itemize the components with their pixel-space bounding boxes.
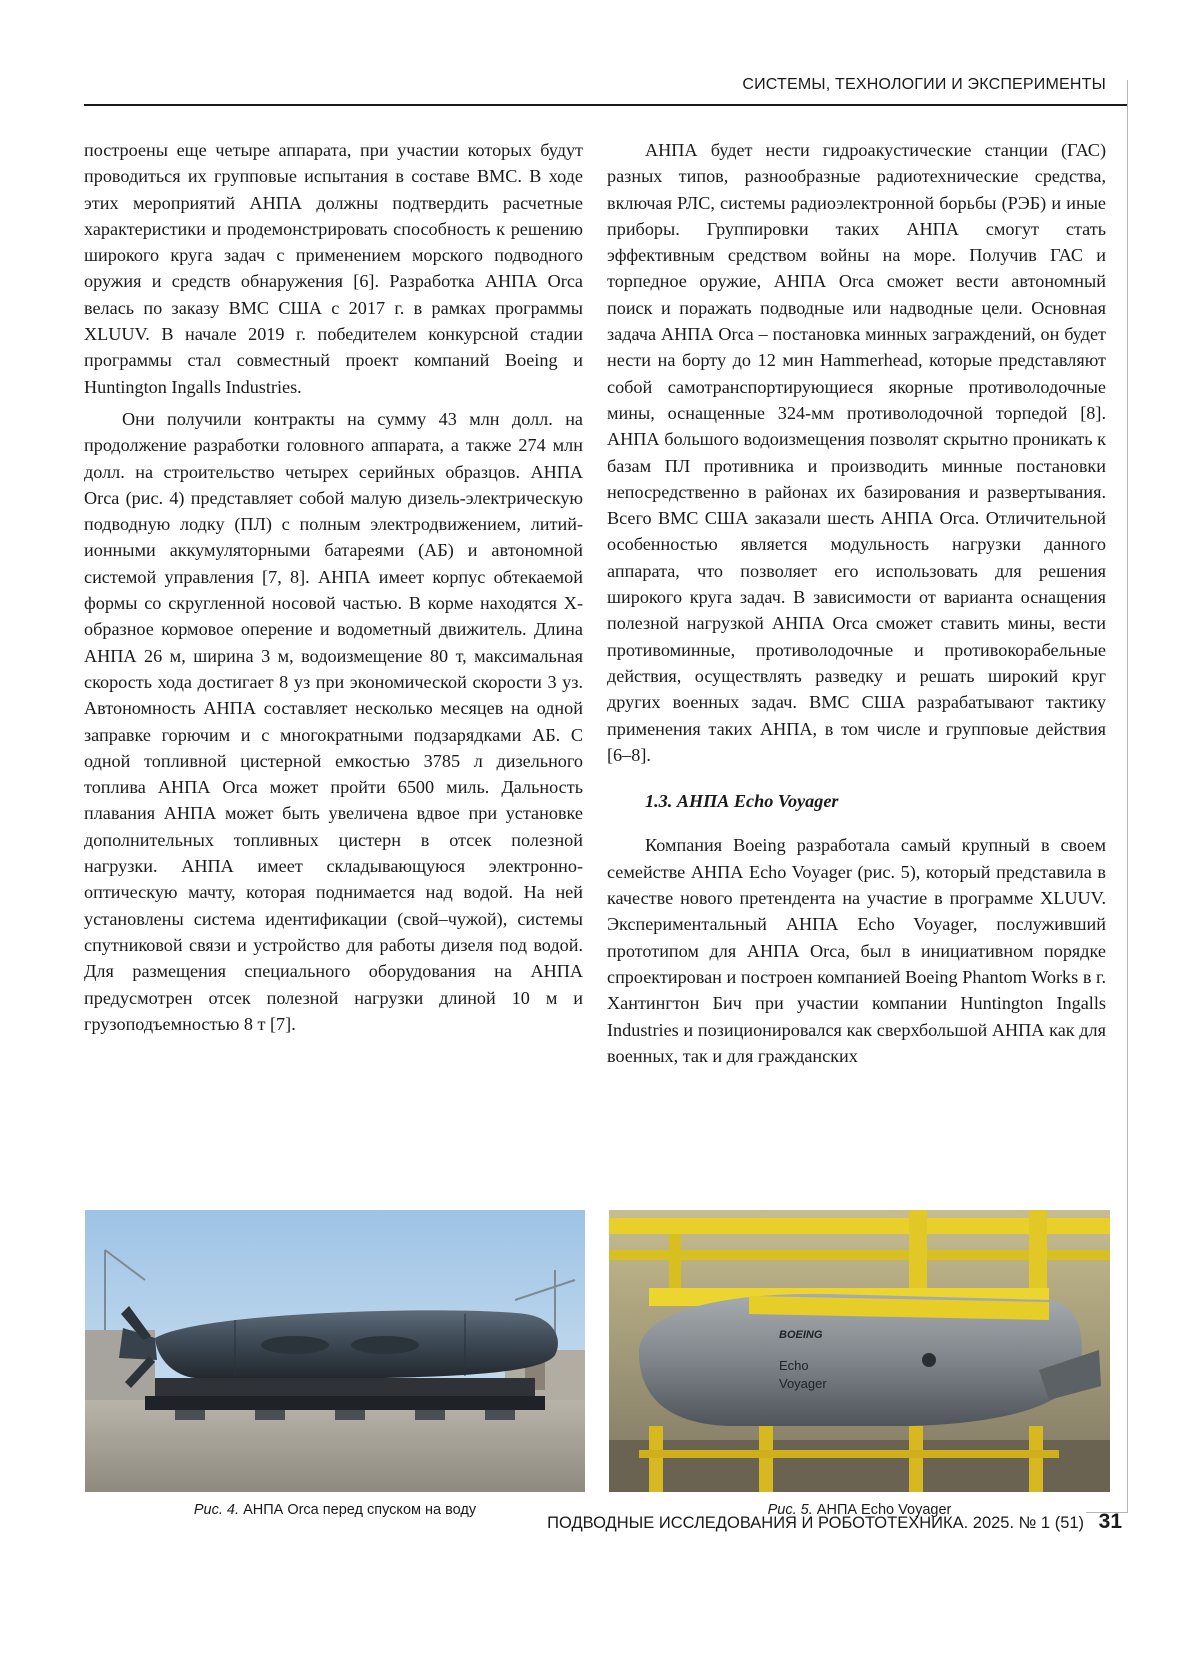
- right-column: [607, 137, 1106, 1069]
- running-head: СИСТЕМЫ, ТЕХНОЛОГИИ И ЭКСПЕРИМЕНТЫ: [84, 76, 1106, 94]
- side-rule: [1127, 80, 1128, 1513]
- caption-text: АНПА Echo Voyager: [817, 1502, 952, 1518]
- orca-photo-illustration: [85, 1210, 585, 1492]
- journal-title: ПОДВОДНЫЕ ИССЛЕДОВАНИЯ И РОБОТОТЕХНИКА. 2025. № 1 (51): [547, 1514, 1084, 1532]
- paragraph: построены еще четыре аппарата, при участии которых будут проводиться их групповые испытания в составе ВМС. В ходе этих мероприятий АНПА должны подтвердить расчетные характеристики и продемонстрировать способность к решению широкого круга задач с применением морского подводного оружия и средств обнаружения [6]. Разработка АНПА Orca велась по заказу ВМС США с 2017 г. в рамках программы XLUUV. В начале 2019 г. победителем конкурсной стадии программы стал совместный проект компаний Boeing и Huntington Ingalls Industries.: [84, 137, 583, 400]
- page-footer: [500, 1510, 1122, 1534]
- paragraph: АНПА будет нести гидроакустические станции (ГАС) разных типов, разнообразные радиотехнические средства, включая РЛС, системы радиоэлектронной борьбы (РЭБ) и иные приборы. Группировки таких АНПА смогут стать эффективным средством войны на море. Получив ГАС и торпедное оружие, АНПА Orca сможет вести автономный поиск и поражать подводные или надводные цели. Основная задача АНПА Orca – постановка минных заграждений, он будет нести на борту до 12 мин Hammerhead, которые представляют собой самотранспортирующиеся якорные противолодочные мины, оснащенные 324-мм противолодочной торпедой [8]. АНПА большого водоизмещения позволят скрытно проникать к базам ПЛ противника и производить минные постановки непосредственно в районах их базирования и развертывания. Всего ВМС США заказали шесть АНПА Orca. Отличительной особенностью является модульность нагрузки данного аппарата, что позволяет его использовать для решения широкого круга задач. В зависимости от варианта оснащения полезной нагрузкой АНПА Orca сможет ставить мины, вести противоминные, противолодочные и противокорабельные действия, осуществлять разведку и решать широкий круг других военных задач. ВМС США разрабатывают тактику применения таких АНПА, в том числе и групповые действия [6–8].: [607, 137, 1106, 768]
- hull-name-line2: Voyager: [779, 1376, 827, 1391]
- paragraph: Они получили контракты на сумму 43 млн долл. на продолжение разработки головного аппарата, а также 274 млн долл. на строительство четырех серийных образцов. АНПА Orca (рис. 4) представляет собой малую дизель-электрическую подводную лодку (ПЛ) с полным электродвижением, литий-ионными аккумуляторными батареями (АБ) и автономной системой управления [7, 8]. АНПА имеет корпус обтекаемой формы со скругленной носовой частью. В корме находятся Х-образное кормовое оперение и водометный движитель. Длина АНПА 26 м, ширина 3 м, водоизмещение 80 т, максимальная скорость хода достигает 8 уз при экономической скорости 3 уз. Автономность АНПА составляет несколько месяцев на одной заправке горючим и с многократными подзарядками АБ. С одной топливной цистерной емкостью 3785 л дизельного топлива АНПА Orca может пройти 6500 миль. Дальность плавания АНПА может быть увеличена вдвое при установке дополнительных топливных цистерн в отсек полезной нагрузки. АНПА имеет складывающуюся электронно-оптическую мачту, которая поднимается над водой. На ней установлены система идентификации (свой–чужой), системы спутниковой связи и устройство для работы дизеля под водой. Для размещения специального оборудования на АНПА предусмотрен отсек полезной нагрузки длиной 10 м и грузоподъемностью 8 т [7].: [84, 406, 583, 1037]
- hull-name-line1: Echo: [779, 1358, 809, 1373]
- caption-label: Рис. 5.: [768, 1502, 813, 1518]
- figure-echo-voyager-photo: [609, 1210, 1110, 1492]
- page-number: 31: [1099, 1510, 1122, 1533]
- echo-voyager-photo-illustration: [609, 1210, 1110, 1492]
- hull-logo-text: BOEING: [779, 1329, 823, 1341]
- paragraph: Компания Boeing разработала самый крупный в своем семействе АНПА Echo Voyager (рис. 5), который представила в качестве нового претендента на участие в программе XLUUV. Экспериментальный АНПА Echo Voyager, послуживший прототипом для АНПА Orca, был в инициативном порядке спроектирован и построен компанией Boeing Phantom Works в г. Хантингтон Бич при участии компании Huntington Ingalls Industries и позиционировался как сверхбольшой АНПА как для военных, так и для гражданских: [607, 832, 1106, 1069]
- figure-orca-photo: [85, 1210, 585, 1492]
- caption-text: АНПА Orca перед спуском на воду: [243, 1502, 476, 1518]
- left-column: [84, 137, 583, 1037]
- header-rule: [84, 104, 1128, 106]
- caption-label: Рис. 4.: [194, 1502, 239, 1518]
- section-heading: 1.3. АНПА Echo Voyager: [607, 788, 1106, 814]
